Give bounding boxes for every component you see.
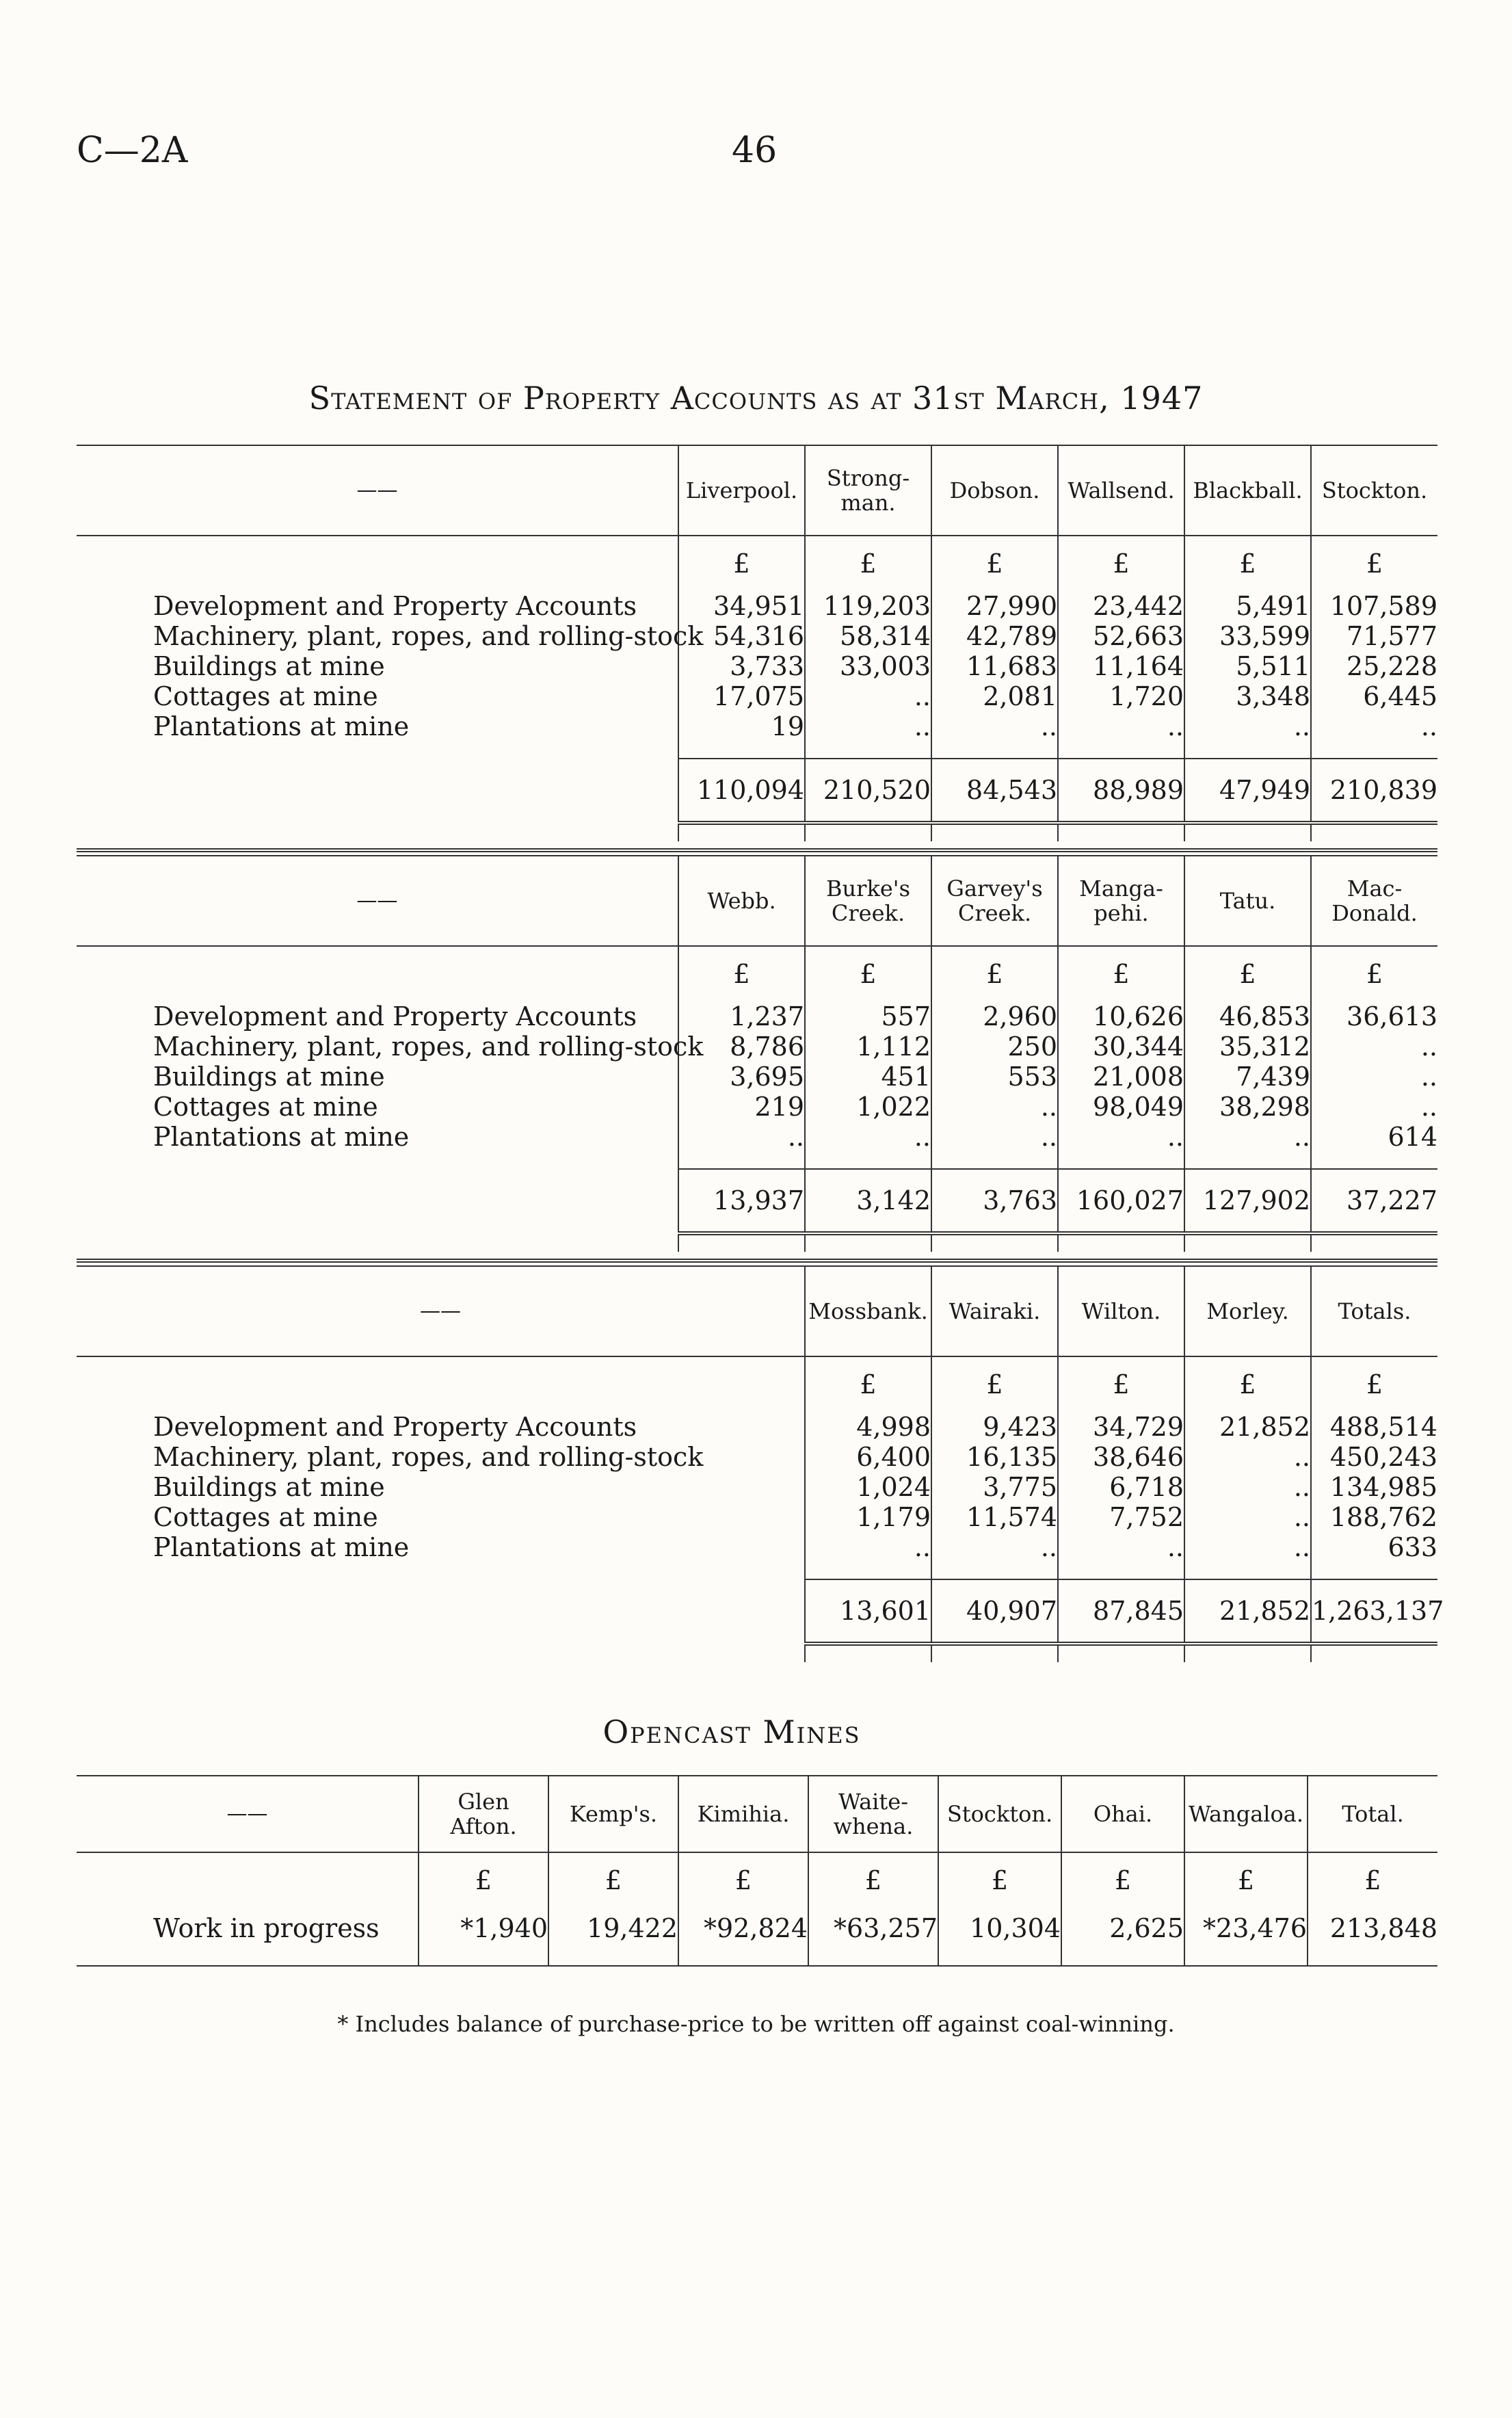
row-label — [77, 591, 678, 621]
pound-sign: £ — [1311, 1356, 1437, 1412]
total-cell: 210,839 — [1311, 759, 1437, 823]
table-cell: .. — [1184, 711, 1311, 741]
table-cell: 6,718 — [1058, 1472, 1184, 1502]
table-row — [77, 1908, 1437, 1949]
table-cell: .. — [805, 711, 931, 741]
table-cell: .. — [931, 1532, 1058, 1562]
row-label-text: Development and Property Accounts — [153, 591, 637, 621]
table-cell: 614 — [1311, 1122, 1437, 1152]
total-cell: 47,949 — [1184, 759, 1311, 823]
table-row — [77, 591, 1437, 621]
table-cell: 19,422 — [548, 1908, 678, 1949]
row-label-text: Cottages at mine — [153, 1092, 378, 1122]
table-cell: 7,752 — [1058, 1502, 1184, 1532]
table-cell: 2,625 — [1061, 1908, 1184, 1949]
column-header: Garvey's Creek. — [931, 856, 1058, 946]
table-row — [77, 1001, 1437, 1031]
pound-sign: £ — [1058, 946, 1184, 1001]
row-label — [77, 621, 704, 651]
row-label-text: Work in progress — [153, 1913, 380, 1943]
table-separator — [77, 848, 1437, 852]
table-cell: .. — [1058, 711, 1184, 741]
total-cell: 88,989 — [1058, 759, 1184, 823]
pound-sign: £ — [805, 1356, 931, 1412]
row-label — [77, 1031, 704, 1062]
pound-sign: £ — [931, 536, 1058, 591]
table-cell: *1,940 — [419, 1908, 548, 1949]
table-cell: 34,951 — [678, 591, 805, 621]
table-cell: .. — [1311, 1062, 1437, 1092]
column-header: Burke's Creek. — [805, 856, 931, 946]
table-row — [77, 1062, 1437, 1092]
table-cell: 11,164 — [1058, 651, 1184, 681]
column-header: Kimihia. — [678, 1776, 808, 1852]
total-cell: 3,763 — [931, 1169, 1058, 1233]
table-cell: 38,646 — [1058, 1442, 1184, 1472]
table-cell: 119,203 — [805, 591, 931, 621]
currency-row — [77, 536, 1437, 591]
table-cell: .. — [805, 1122, 931, 1152]
table-cell: .. — [931, 1122, 1058, 1152]
row-label-text: Development and Property Accounts — [153, 1001, 637, 1031]
pound-sign: £ — [805, 946, 931, 1001]
page-header — [0, 130, 1512, 185]
spacer-row — [77, 1233, 1437, 1252]
table-cell: 450,243 — [1311, 1442, 1437, 1472]
table-cell: 6,400 — [805, 1442, 931, 1472]
table-cell: 633 — [1311, 1532, 1437, 1562]
table-cell: 33,003 — [805, 651, 931, 681]
total-cell: 37,227 — [1311, 1169, 1437, 1233]
table-cell: *23,476 — [1184, 1908, 1308, 1949]
row-label — [77, 1092, 678, 1122]
table-cell: 21,852 — [1184, 1412, 1311, 1442]
table-cell: 134,985 — [1311, 1472, 1437, 1502]
column-header: Webb. — [678, 856, 805, 946]
column-header: Mossbank. — [805, 1266, 931, 1356]
total-cell: 3,142 — [805, 1169, 931, 1233]
table-cell: 5,511 — [1184, 651, 1311, 681]
table-cell: 213,848 — [1308, 1908, 1437, 1949]
row-label — [77, 1532, 805, 1562]
column-header: Liverpool. — [678, 445, 805, 536]
pound-sign: £ — [1058, 536, 1184, 591]
table-cell: 1,024 — [805, 1472, 931, 1502]
table-cell: .. — [1311, 1031, 1437, 1062]
column-header: Dobson. — [931, 445, 1058, 536]
total-cell: 1,263,137 — [1311, 1579, 1437, 1644]
table-cell: .. — [1184, 1532, 1311, 1562]
table-cell: 25,228 — [1311, 651, 1437, 681]
row-label — [77, 1001, 678, 1031]
table-cell: .. — [931, 711, 1058, 741]
column-header: Waite- whena. — [808, 1776, 938, 1852]
header-stub: —— — [77, 856, 678, 946]
table-cell: 98,049 — [1058, 1092, 1184, 1122]
table-row — [77, 1092, 1437, 1122]
table-row — [77, 711, 1437, 741]
total-cell: 40,907 — [931, 1579, 1058, 1644]
table-cell: 4,998 — [805, 1412, 931, 1442]
table-cell: 10,304 — [938, 1908, 1061, 1949]
header-stub: —— — [77, 1776, 419, 1852]
table-cell: 219 — [678, 1092, 805, 1122]
page-number: 46 — [732, 130, 778, 171]
row-label — [77, 651, 678, 681]
table-cell: .. — [1311, 1092, 1437, 1122]
column-header: Stockton. — [938, 1776, 1061, 1852]
total-cell: 110,094 — [678, 759, 805, 823]
table-cell: 1,237 — [678, 1001, 805, 1031]
table-cell: 7,439 — [1184, 1062, 1311, 1092]
column-header: Kemp's. — [548, 1776, 678, 1852]
column-header: Ohai. — [1061, 1776, 1184, 1852]
currency-row — [77, 946, 1437, 1001]
pound-sign: £ — [1184, 536, 1311, 591]
property-accounts-table-2 — [77, 855, 1437, 1252]
table-cell: 23,442 — [1058, 591, 1184, 621]
spacer-row — [77, 823, 1437, 841]
pound-sign: £ — [1184, 1852, 1308, 1908]
table-cell: 6,445 — [1311, 681, 1437, 711]
row-label-text: Buildings at mine — [153, 1062, 385, 1092]
row-label-text: Cottages at mine — [153, 1502, 378, 1532]
table-cell: *63,257 — [808, 1908, 938, 1949]
table-cell: 3,775 — [931, 1472, 1058, 1502]
row-label — [77, 1412, 805, 1442]
column-header: Blackball. — [1184, 445, 1311, 536]
spacer-row — [77, 1562, 1437, 1579]
table-header-row — [77, 856, 1437, 946]
pound-sign: £ — [808, 1852, 938, 1908]
table-cell: 42,789 — [931, 621, 1058, 651]
column-header: Stockton. — [1311, 445, 1437, 536]
table-cell: .. — [1311, 711, 1437, 741]
row-label — [77, 1472, 805, 1502]
column-header: Wallsend. — [1058, 445, 1184, 536]
spacer-row — [77, 1644, 1437, 1662]
table-cell: .. — [1184, 1502, 1311, 1532]
column-header: Mac- Donald. — [1311, 856, 1437, 946]
pound-sign: £ — [931, 946, 1058, 1001]
table-cell: 188,762 — [1311, 1502, 1437, 1532]
footnote: * Includes balance of purchase-price to be written off against coal-winning. — [337, 2011, 1175, 2037]
table-cell: .. — [1184, 1442, 1311, 1472]
table-cell: 34,729 — [1058, 1412, 1184, 1442]
pound-sign: £ — [1308, 1852, 1437, 1908]
opencast-title: Opencast Mines — [602, 1713, 861, 1750]
table-cell: 1,179 — [805, 1502, 931, 1532]
table-cell: 1,022 — [805, 1092, 931, 1122]
pound-sign: £ — [678, 1852, 808, 1908]
table-cell: 488,514 — [1311, 1412, 1437, 1442]
table-cell: 3,733 — [678, 651, 805, 681]
table-cell: 16,135 — [931, 1442, 1058, 1472]
column-header: Total. — [1308, 1776, 1437, 1852]
pound-sign: £ — [548, 1852, 678, 1908]
spacer-row — [77, 1152, 1437, 1169]
column-header: Glen Afton. — [419, 1776, 548, 1852]
table-cell: .. — [1058, 1532, 1184, 1562]
total-cell: 13,601 — [805, 1579, 931, 1644]
spacer-row — [77, 741, 1437, 759]
table-row — [77, 681, 1437, 711]
table-cell: 107,589 — [1311, 591, 1437, 621]
table-cell: .. — [1058, 1122, 1184, 1152]
pound-sign: £ — [931, 1356, 1058, 1412]
statement-title: Statement of Property Accounts as at 31st March, 1947 — [308, 380, 1204, 417]
column-header: Manga- pehi. — [1058, 856, 1184, 946]
spacer-row — [77, 1949, 1437, 1966]
table-row — [77, 1502, 1437, 1532]
column-header: Wairaki. — [931, 1266, 1058, 1356]
table-cell: .. — [678, 1122, 805, 1152]
table-header-row — [77, 445, 1437, 536]
total-cell: 127,902 — [1184, 1169, 1311, 1233]
currency-row — [77, 1852, 1437, 1908]
row-label — [77, 1062, 678, 1092]
total-cell: 87,845 — [1058, 1579, 1184, 1644]
table-cell: 71,577 — [1311, 621, 1437, 651]
pound-sign: £ — [1184, 946, 1311, 1001]
column-header: Totals. — [1311, 1266, 1437, 1356]
row-label-text: Buildings at mine — [153, 651, 385, 681]
row-label-text: Development and Property Accounts — [153, 1412, 637, 1442]
table-cell: *92,824 — [678, 1908, 808, 1949]
header-stub: —— — [77, 1266, 805, 1356]
table-cell: 33,599 — [1184, 621, 1311, 651]
table-cell: 21,008 — [1058, 1062, 1184, 1092]
table-cell: .. — [805, 681, 931, 711]
pound-sign: £ — [1061, 1852, 1184, 1908]
property-accounts-table-1 — [77, 445, 1437, 841]
table-row — [77, 1412, 1437, 1442]
pound-sign: £ — [1184, 1356, 1311, 1412]
table-cell: 9,423 — [931, 1412, 1058, 1442]
column-header: Wilton. — [1058, 1266, 1184, 1356]
table-cell: .. — [1184, 1122, 1311, 1152]
table-cell: 38,298 — [1184, 1092, 1311, 1122]
table-cell: .. — [1184, 1472, 1311, 1502]
table-cell: 30,344 — [1058, 1031, 1184, 1062]
table-cell: 557 — [805, 1001, 931, 1031]
table-row — [77, 1031, 1437, 1062]
table-cell: 1,112 — [805, 1031, 931, 1062]
column-header: Strong- man. — [805, 445, 931, 536]
total-cell: 84,543 — [931, 759, 1058, 823]
table-row — [77, 1472, 1437, 1502]
table-cell: 250 — [931, 1031, 1058, 1062]
pound-sign: £ — [1058, 1356, 1184, 1412]
table-header-row — [77, 1776, 1437, 1852]
header-stub: —— — [77, 445, 678, 536]
row-label — [77, 681, 678, 711]
totals-row — [77, 1579, 1437, 1644]
pound-sign: £ — [938, 1852, 1061, 1908]
column-header: Wangaloa. — [1184, 1776, 1308, 1852]
row-label-text: Machinery, plant, ropes, and rolling-stock — [153, 621, 704, 651]
table-cell: 54,316 — [678, 621, 805, 651]
pound-sign: £ — [1311, 536, 1437, 591]
row-label-text: Plantations at mine — [153, 1532, 410, 1562]
table-cell: 451 — [805, 1062, 931, 1092]
table-header-row — [77, 1266, 1437, 1356]
currency-row — [77, 1356, 1437, 1412]
total-cell: 13,937 — [678, 1169, 805, 1233]
row-label-text: Machinery, plant, ropes, and rolling-stock — [153, 1442, 704, 1472]
pound-sign: £ — [678, 536, 805, 591]
totals-row — [77, 1169, 1437, 1233]
property-accounts-table-3 — [77, 1265, 1444, 1662]
table-cell: 3,348 — [1184, 681, 1311, 711]
table-cell: 52,663 — [1058, 621, 1184, 651]
report-reference: C—2A — [77, 130, 188, 171]
row-label-text: Machinery, plant, ropes, and rolling-stock — [153, 1031, 704, 1062]
column-header: Tatu. — [1184, 856, 1311, 946]
row-label-text: Cottages at mine — [153, 681, 378, 711]
pound-sign: £ — [805, 536, 931, 591]
row-label — [77, 1908, 419, 1949]
table-cell: 19 — [678, 711, 805, 741]
pound-sign: £ — [419, 1852, 548, 1908]
table-separator — [77, 1259, 1437, 1263]
table-cell: 58,314 — [805, 621, 931, 651]
table-cell: .. — [805, 1532, 931, 1562]
table-row — [77, 1442, 1437, 1472]
total-cell: 21,852 — [1184, 1579, 1311, 1644]
table-cell: 8,786 — [678, 1031, 805, 1062]
table-cell: 1,720 — [1058, 681, 1184, 711]
opencast-mines-table — [77, 1775, 1437, 1967]
table-row — [77, 651, 1437, 681]
row-label-text: Buildings at mine — [153, 1472, 385, 1502]
table-row — [77, 1122, 1437, 1152]
table-cell: 553 — [931, 1062, 1058, 1092]
row-label-text: Plantations at mine — [153, 1122, 410, 1152]
table-cell: 3,695 — [678, 1062, 805, 1092]
table-cell: 27,990 — [931, 591, 1058, 621]
row-label-text: Plantations at mine — [153, 711, 410, 741]
totals-row — [77, 759, 1437, 823]
row-label — [77, 1122, 678, 1152]
table-cell: 11,574 — [931, 1502, 1058, 1532]
table-cell: 10,626 — [1058, 1001, 1184, 1031]
table-cell: 46,853 — [1184, 1001, 1311, 1031]
table-cell: 11,683 — [931, 651, 1058, 681]
table-cell: .. — [931, 1092, 1058, 1122]
pound-sign: £ — [1311, 946, 1437, 1001]
table-cell: 35,312 — [1184, 1031, 1311, 1062]
table-row — [77, 621, 1437, 651]
row-label — [77, 1442, 805, 1472]
row-label — [77, 1502, 805, 1532]
total-cell: 210,520 — [805, 759, 931, 823]
table-row — [77, 1532, 1437, 1562]
total-cell: 160,027 — [1058, 1169, 1184, 1233]
table-cell: 36,613 — [1311, 1001, 1437, 1031]
table-cell: 17,075 — [678, 681, 805, 711]
table-cell: 2,960 — [931, 1001, 1058, 1031]
row-label — [77, 711, 678, 741]
table-cell: 2,081 — [931, 681, 1058, 711]
column-header: Morley. — [1184, 1266, 1311, 1356]
pound-sign: £ — [678, 946, 805, 1001]
table-cell: 5,491 — [1184, 591, 1311, 621]
